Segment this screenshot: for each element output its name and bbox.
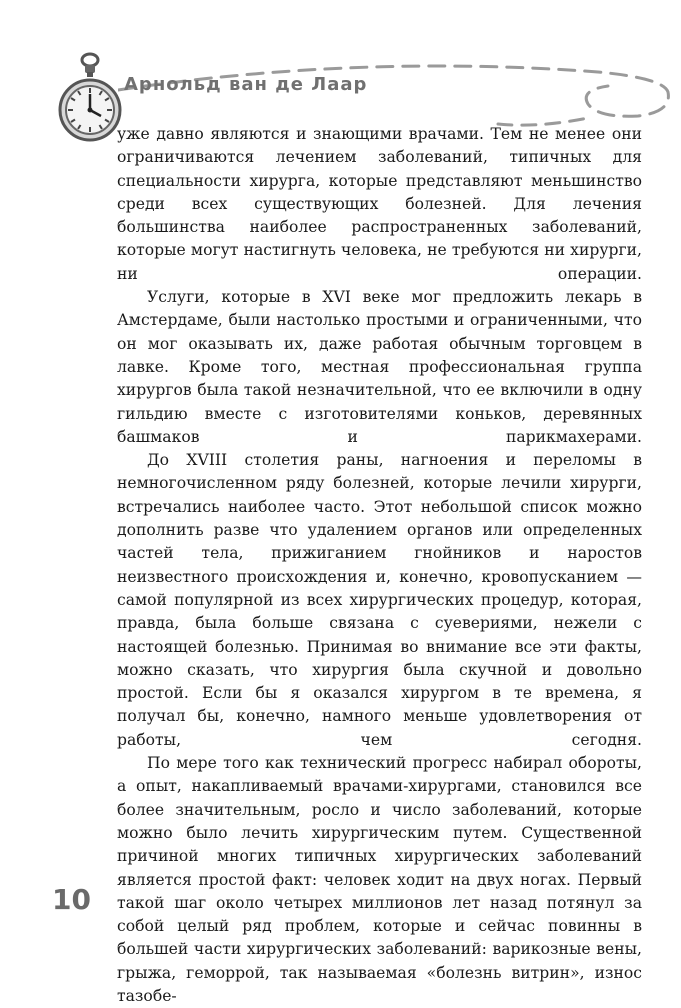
paragraph: До XVIII столетия раны, нагноения и переломы в немногочисленном ряду болезней, которые лечили хирурги, встречались наиболее часто. Этот небольшой список можно дополнить разве что удалением органов или определенных частей тела, прижиганием гнойников и наростов неизвестного происхождения и, конечно, кровопусканием — самой популярной из всех хирургических процедур, которая, правда, была больше связана с суевериями, нежели с настоящей болезнью. Принимая во внимание все эти факты, можно сказать, что хирургия была скучной и довольно простой. Если бы я оказался хирургом в те времена, я получал бы, конечно, намного меньше удовлетворения от работы, чем сегодня. xyxy=(117,451,642,749)
page-number: 10 xyxy=(52,883,91,916)
body-text xyxy=(117,123,642,1008)
paragraph: уже давно являются и знающими врачами. Тем не менее они ограничиваются лечением заболеваний, типичных для специальности хирурга, которые представляют меньшинство среди всех существующих болезней. Для лечения большинства наиболее распространенных заболеваний, которые могут настигнуть человека, не требуются ни хирурги, ни операции. xyxy=(117,125,642,283)
pocket-watch-icon xyxy=(58,52,122,152)
dashed-swirl-decoration xyxy=(118,62,678,132)
running-head-author: Арнольд ван де Лаар xyxy=(124,74,368,95)
paragraph: По мере того как технический прогресс набирал обороты, а опыт, накапливаемый врачами-хирургами, становился все более значительным, росло и число заболеваний, которые можно было лечить хирургическим путем. Существенной причиной многих типичных хирургических заболеваний является простой факт: человек ходит на двух ногах. Первый такой шаг около четырех миллионов лет назад потянул за собой целый ряд проблем, которые и сейчас повинны в большей части хирургических заболеваний: варикозные вены, грыжа, геморрой, так называемая «болезнь витрин», износ тазобе- xyxy=(117,754,642,1005)
paragraph: Услуги, которые в XVI веке мог предложить лекарь в Амстердаме, были настолько простыми и ограниченными, что он мог оказывать их, даже работая обычным торговцем в лавке. Кроме того, местная профессиональная группа хирургов была такой незначительной, что ее включили в одну гильдию вместе с изготовителями коньков, деревянных башмаков и парикмахерами. xyxy=(117,288,642,446)
